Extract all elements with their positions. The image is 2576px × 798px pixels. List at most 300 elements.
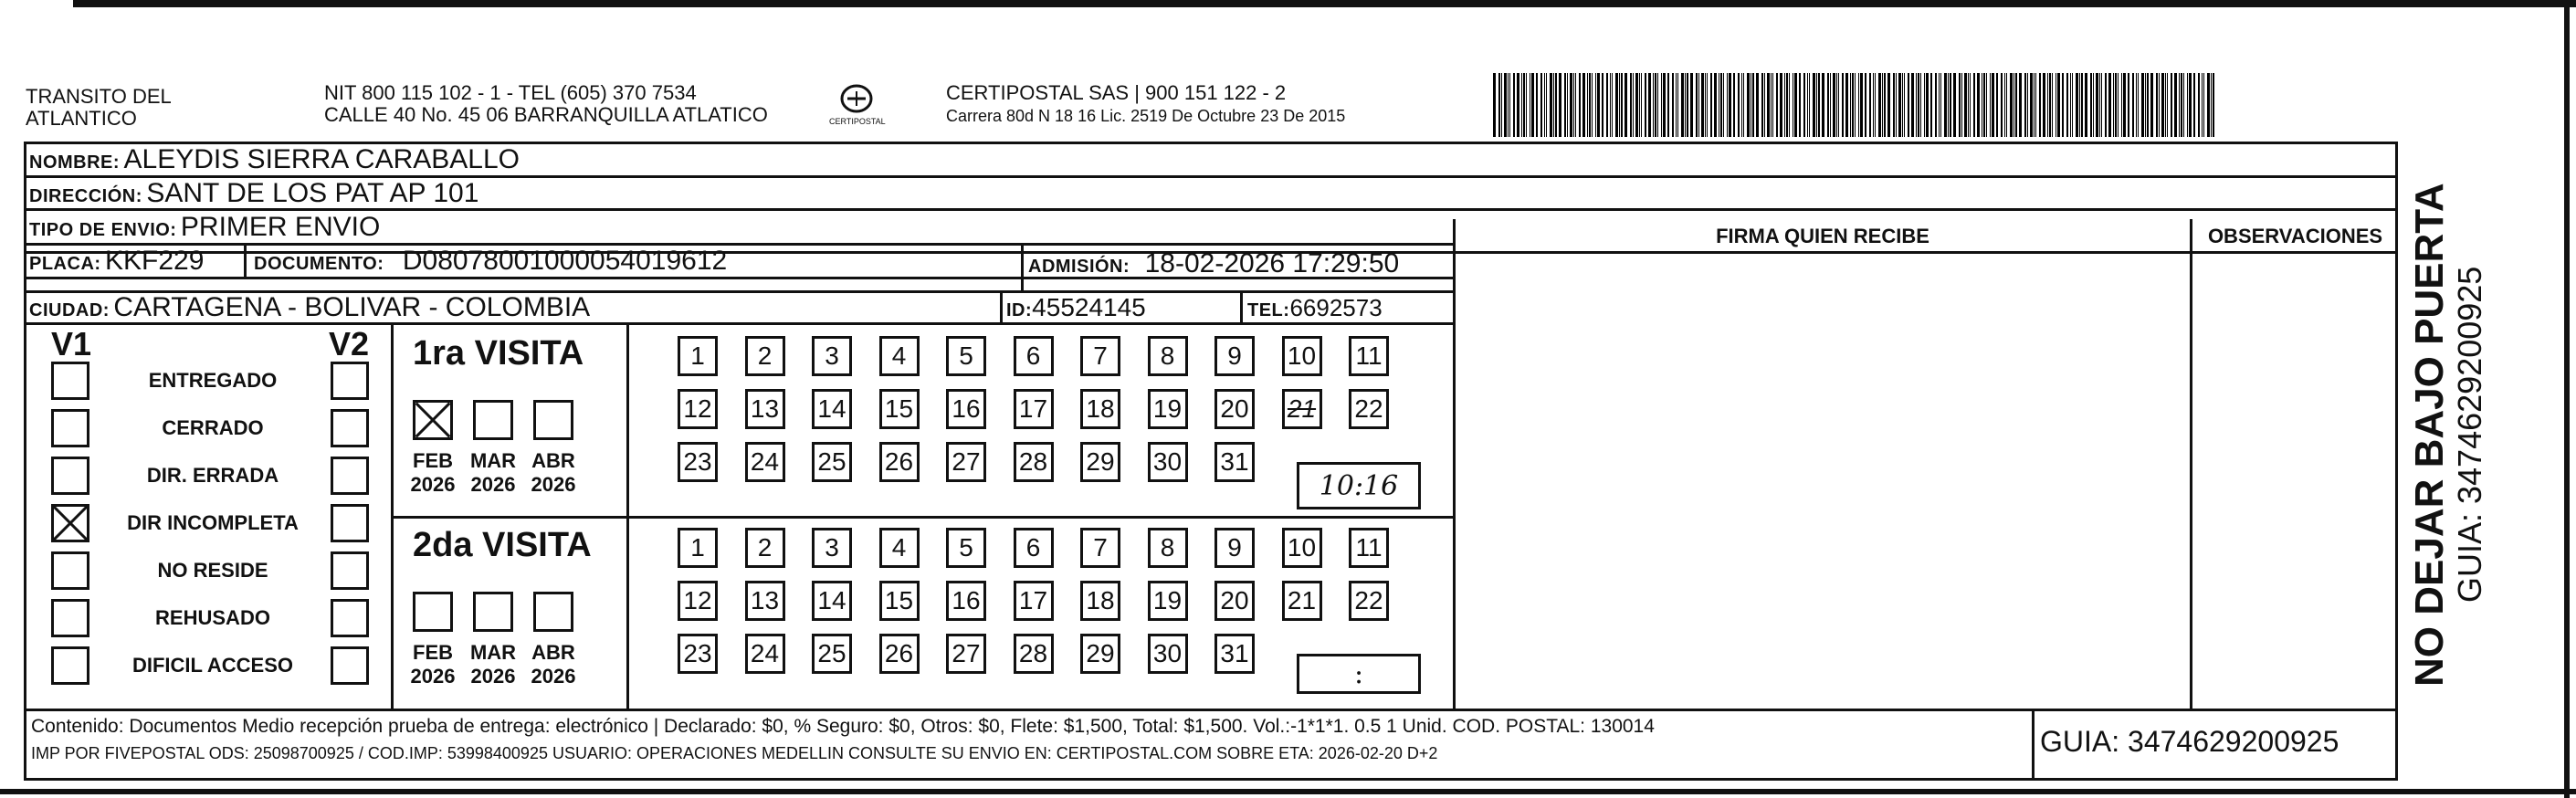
sender-info bbox=[324, 82, 768, 126]
barcode-bar bbox=[1939, 73, 1940, 137]
barcode-bar bbox=[2039, 73, 2041, 137]
barcode-bar bbox=[1687, 73, 1688, 137]
month-label bbox=[526, 449, 581, 497]
barcode-bar bbox=[1920, 73, 1921, 137]
barcode-bar bbox=[1784, 73, 1785, 137]
col-line bbox=[1240, 290, 1243, 322]
logo-text: CERTIPOSTAL bbox=[829, 117, 886, 126]
barcode-bar bbox=[2132, 73, 2134, 137]
barcode-bar bbox=[1657, 73, 1658, 137]
bottom-border bbox=[0, 789, 2576, 794]
barcode-bar bbox=[2167, 73, 2168, 137]
barcode-bar bbox=[1610, 73, 1611, 137]
barcode-bar bbox=[1836, 73, 1837, 137]
courier-info bbox=[946, 82, 1345, 128]
barcode-bar bbox=[2187, 73, 2188, 137]
barcode-bar bbox=[1575, 73, 1576, 137]
barcode-bar bbox=[1536, 73, 1538, 137]
day-box[interactable]: 5 bbox=[946, 528, 986, 568]
day-box[interactable]: 28 bbox=[1014, 634, 1054, 674]
second-visit-title: 2da VISITA bbox=[413, 526, 592, 564]
month-checkbox[interactable] bbox=[473, 400, 513, 440]
barcode-bar bbox=[1961, 73, 1962, 137]
sender-name-line1: TRANSITO DEL bbox=[26, 85, 172, 108]
month-year: 2026 bbox=[410, 665, 456, 688]
day-box[interactable]: 15 bbox=[879, 389, 920, 429]
day-box[interactable]: 24 bbox=[745, 634, 785, 674]
barcode-bar bbox=[1553, 73, 1554, 137]
barcode-bar bbox=[2118, 73, 2119, 137]
day-box[interactable]: 20 bbox=[1214, 581, 1255, 621]
barcode-bar bbox=[1850, 73, 1851, 137]
day-box[interactable]: 31 bbox=[1214, 442, 1255, 482]
barcode-bar bbox=[2027, 73, 2028, 137]
barcode-bar bbox=[1573, 73, 1574, 137]
month-name: MAR bbox=[469, 449, 517, 472]
barcode-bar bbox=[1752, 73, 1754, 137]
month-year: 2026 bbox=[470, 665, 516, 688]
v1-checkbox[interactable] bbox=[51, 504, 89, 542]
barcode-bar bbox=[1842, 73, 1844, 137]
direccion-field bbox=[29, 178, 478, 214]
day-box[interactable]: 6 bbox=[1014, 528, 1054, 568]
day-box[interactable]: 2 bbox=[745, 528, 785, 568]
barcode-bar bbox=[1935, 73, 1937, 137]
barcode-bar bbox=[2141, 73, 2144, 137]
barcode-bar bbox=[1776, 73, 1778, 137]
day-box[interactable]: 21 bbox=[1282, 389, 1322, 429]
month-checkbox[interactable] bbox=[533, 400, 573, 440]
day-box[interactable]: 4 bbox=[879, 336, 920, 376]
day-box[interactable]: 25 bbox=[812, 634, 852, 674]
v1-checkbox[interactable] bbox=[51, 599, 89, 637]
barcode-bar bbox=[1612, 73, 1613, 137]
barcode-bar bbox=[1896, 73, 1897, 137]
barcode-bar bbox=[1741, 73, 1742, 137]
certipostal-logo bbox=[829, 80, 884, 135]
v2-checkbox[interactable] bbox=[331, 551, 369, 590]
month-year: 2026 bbox=[410, 473, 456, 496]
nombre-label: NOMBRE: bbox=[29, 152, 121, 173]
tel-label: TEL: bbox=[1247, 300, 1290, 320]
day-box[interactable]: 1 bbox=[678, 336, 718, 376]
day-box[interactable]: 30 bbox=[1148, 442, 1188, 482]
day-box[interactable]: 29 bbox=[1080, 634, 1120, 674]
month-year: 2026 bbox=[531, 665, 576, 688]
v2-checkbox[interactable] bbox=[331, 599, 369, 637]
barcode-bar bbox=[1878, 73, 1881, 137]
barcode-bar bbox=[1597, 73, 1600, 137]
barcode-bar bbox=[1672, 73, 1674, 137]
barcode-bar bbox=[2043, 73, 2045, 137]
barcode-bar bbox=[1786, 73, 1788, 137]
status-label: NO RESIDE bbox=[157, 559, 268, 582]
status-label: ENTREGADO bbox=[148, 369, 278, 392]
placa-value: KKF229 bbox=[105, 246, 205, 276]
barcode-bar bbox=[1517, 73, 1519, 137]
day-box[interactable]: 30 bbox=[1148, 634, 1188, 674]
v1-checkbox[interactable] bbox=[51, 362, 89, 400]
barcode-bar bbox=[1959, 73, 1961, 137]
barcode-bar bbox=[1677, 73, 1678, 137]
barcode-bar bbox=[1705, 73, 1706, 137]
barcode-bar bbox=[1803, 73, 1805, 137]
barcode-bar bbox=[1733, 73, 1735, 137]
day-box[interactable]: 28 bbox=[1014, 442, 1054, 482]
barcode-bar bbox=[1767, 73, 1770, 137]
barcode-bar bbox=[1948, 73, 1949, 137]
day-box[interactable]: 16 bbox=[946, 389, 986, 429]
barcode-bar bbox=[2156, 73, 2158, 137]
day-box[interactable]: 8 bbox=[1148, 336, 1188, 376]
barcode-bar bbox=[2128, 73, 2129, 137]
v2-checkbox[interactable] bbox=[331, 457, 369, 495]
barcode-bar bbox=[1875, 73, 1876, 137]
barcode-bar bbox=[2062, 73, 2064, 137]
day-box[interactable]: 2 bbox=[745, 336, 785, 376]
month-checkbox[interactable] bbox=[413, 592, 453, 632]
v1-checkbox[interactable] bbox=[51, 646, 89, 685]
barcode-bar bbox=[1865, 73, 1866, 137]
barcode-bar bbox=[1953, 73, 1956, 137]
barcode-bar bbox=[1992, 73, 1994, 137]
month-label bbox=[466, 641, 520, 688]
barcode-bar bbox=[1540, 73, 1542, 137]
day-box[interactable]: 17 bbox=[1014, 389, 1054, 429]
barcode-bar bbox=[1602, 73, 1603, 137]
barcode-bar bbox=[1916, 73, 1917, 137]
day-box[interactable]: 16 bbox=[946, 581, 986, 621]
barcode-bar bbox=[1523, 73, 1525, 137]
barcode-bar bbox=[1661, 73, 1662, 137]
barcode-bar bbox=[1816, 73, 1817, 137]
tipo-envio-field bbox=[29, 212, 380, 247]
barcode-bar bbox=[1701, 73, 1704, 137]
id-label: ID: bbox=[1006, 300, 1033, 320]
barcode-bar bbox=[2076, 73, 2078, 137]
barcode-bar bbox=[1663, 73, 1666, 137]
v2-checkbox[interactable] bbox=[331, 362, 369, 400]
barcode-bar bbox=[1526, 73, 1527, 137]
barcode-bar bbox=[1908, 73, 1909, 137]
admision-label: ADMISIÓN: bbox=[1028, 257, 1130, 277]
nombre-value: ALEYDIS SIERRA CARABALLO bbox=[123, 144, 520, 174]
barcode-bar bbox=[1582, 73, 1585, 137]
sender-address: CALLE 40 No. 45 06 BARRANQUILLA ATLATICO bbox=[324, 103, 768, 126]
barcode-bar bbox=[1950, 73, 1951, 137]
top-border bbox=[73, 0, 2576, 7]
barcode-bar bbox=[2081, 73, 2083, 137]
barcode-bar bbox=[1827, 73, 1829, 137]
barcode-bar bbox=[1615, 73, 1618, 137]
barcode-bar bbox=[2203, 73, 2204, 137]
barcode-bar bbox=[1595, 73, 1596, 137]
barcode-bar bbox=[1898, 73, 1901, 137]
barcode-bar bbox=[1681, 73, 1684, 137]
barcode-bar bbox=[1685, 73, 1686, 137]
barcode-bar bbox=[1772, 73, 1773, 137]
day-box[interactable]: 19 bbox=[1148, 581, 1188, 621]
day-box[interactable]: 19 bbox=[1148, 389, 1188, 429]
barcode-bar bbox=[1970, 73, 1971, 137]
day-box[interactable]: 3 bbox=[812, 336, 852, 376]
barcode-bar bbox=[1944, 73, 1947, 137]
barcode-bar bbox=[1727, 73, 1728, 137]
barcode-bar bbox=[1794, 73, 1797, 137]
day-box[interactable]: 20 bbox=[1214, 389, 1255, 429]
barcode-bar bbox=[1743, 73, 1744, 137]
status-label: CERRADO bbox=[162, 416, 264, 439]
barcode-bar bbox=[1918, 73, 1919, 137]
barcode-bar bbox=[1964, 73, 1967, 137]
id-field bbox=[1006, 292, 1146, 328]
month-year: 2026 bbox=[470, 473, 516, 496]
footer-guia: GUIA: 3474629200925 bbox=[2040, 725, 2339, 758]
barcode-bar bbox=[1564, 73, 1566, 137]
day-box[interactable]: 24 bbox=[745, 442, 785, 482]
side-guia: GUIA: 3474629200925 bbox=[2451, 266, 2488, 603]
barcode-bar bbox=[2123, 73, 2126, 137]
v2-checkbox[interactable] bbox=[331, 504, 369, 542]
day-box[interactable]: 23 bbox=[678, 442, 718, 482]
day-box[interactable]: 27 bbox=[946, 442, 986, 482]
barcode-bar bbox=[1570, 73, 1572, 137]
sender-name-line2: ATLANTICO bbox=[26, 107, 137, 130]
day-box[interactable]: 26 bbox=[879, 442, 920, 482]
barcode-bar bbox=[2030, 73, 2033, 137]
month-name: ABR bbox=[531, 641, 575, 664]
barcode-bar bbox=[1940, 73, 1941, 137]
row-line bbox=[391, 516, 1453, 519]
day-box[interactable]: 31 bbox=[1214, 634, 1255, 674]
barcode-bar bbox=[1845, 73, 1848, 137]
month-name: ABR bbox=[531, 449, 575, 472]
v2-checkbox[interactable] bbox=[331, 409, 369, 447]
barcode-bar bbox=[1648, 73, 1651, 137]
day-box[interactable]: 22 bbox=[1349, 389, 1389, 429]
barcode-bar bbox=[2174, 73, 2177, 137]
day-box[interactable]: 10 bbox=[1282, 336, 1322, 376]
day-box[interactable]: 4 bbox=[879, 528, 920, 568]
day-box[interactable]: 11 bbox=[1349, 336, 1389, 376]
day-box[interactable]: 9 bbox=[1214, 336, 1255, 376]
day-box[interactable]: 5 bbox=[946, 336, 986, 376]
barcode-bar bbox=[1884, 73, 1886, 137]
ciudad-value: CARTAGENA - BOLIVAR - COLOMBIA bbox=[113, 292, 591, 322]
tel-value: 6692573 bbox=[1289, 294, 1383, 321]
row-line bbox=[24, 709, 2398, 711]
month-checkbox[interactable] bbox=[533, 592, 573, 632]
barcode-bar bbox=[1531, 73, 1534, 137]
day-box[interactable]: 7 bbox=[1080, 336, 1120, 376]
barcode-bar bbox=[1830, 73, 1831, 137]
barcode-bar bbox=[2181, 73, 2182, 137]
barcode-bar bbox=[2047, 73, 2048, 137]
barcode-bar bbox=[1924, 73, 1925, 137]
month-name: FEB bbox=[413, 449, 453, 472]
barcode-bar bbox=[1818, 73, 1820, 137]
barcode-bar bbox=[1887, 73, 1890, 137]
barcode-bar bbox=[2113, 73, 2114, 137]
barcode-bar bbox=[2001, 73, 2003, 137]
courier-line: CERTIPOSTAL SAS | 900 151 122 - 2 bbox=[946, 81, 1287, 104]
right-border bbox=[2564, 0, 2570, 798]
barcode-bar bbox=[1508, 73, 1509, 137]
barcode-bar bbox=[2213, 73, 2214, 137]
day-box[interactable]: 29 bbox=[1080, 442, 1120, 482]
barcode-bar bbox=[1902, 73, 1903, 137]
barcode-bar bbox=[1559, 73, 1561, 137]
barcode-bar bbox=[1592, 73, 1593, 137]
courier-license: Carrera 80d N 18 16 Lic. 2519 De Octubre 23 De 2015 bbox=[946, 107, 1346, 125]
barcode-bar bbox=[1860, 73, 1863, 137]
barcode-bar bbox=[1630, 73, 1632, 137]
day-box[interactable]: 9 bbox=[1214, 528, 1255, 568]
ciudad-label: CIUDAD: bbox=[29, 300, 110, 320]
barcode-bar bbox=[2138, 73, 2139, 137]
v1-header: V1 bbox=[51, 325, 92, 362]
barcode-bar bbox=[1641, 73, 1642, 137]
first-visit-time: 10:16 bbox=[1297, 462, 1421, 509]
imp-text: IMP POR FIVEPOSTAL ODS: 25098700925 / COD.IMP: 53998400925 USUARIO: OPERACIONES MEDELLIN CONSULTE SU ENVIO EN: CERTIPOSTAL.COM SOBRE ETA: 2026-02-20 D+2 bbox=[31, 744, 1438, 762]
barcode-bar bbox=[2136, 73, 2137, 137]
day-box[interactable]: 14 bbox=[812, 581, 852, 621]
nombre-field bbox=[29, 144, 520, 180]
placa-label: PLACA: bbox=[29, 254, 101, 274]
month-checkbox[interactable] bbox=[473, 592, 513, 632]
v1-checkbox[interactable] bbox=[51, 409, 89, 447]
barcode-bar bbox=[1587, 73, 1588, 137]
barcode-bar bbox=[2115, 73, 2117, 137]
barcode-bar bbox=[1855, 73, 1856, 137]
col-line bbox=[244, 243, 247, 277]
month-label bbox=[526, 641, 581, 688]
day-box[interactable]: 21 bbox=[1282, 581, 1322, 621]
barcode-bar bbox=[1645, 73, 1646, 137]
day-box[interactable]: 6 bbox=[1014, 336, 1054, 376]
v1-checkbox[interactable] bbox=[51, 551, 89, 590]
barcode-bar bbox=[2066, 73, 2068, 137]
barcode-bar bbox=[1756, 73, 1759, 137]
day-box[interactable]: 12 bbox=[678, 389, 718, 429]
tipo-label: TIPO DE ENVIO: bbox=[29, 220, 177, 240]
barcode-bar bbox=[1852, 73, 1854, 137]
day-box[interactable]: 26 bbox=[879, 634, 920, 674]
barcode-bar bbox=[2085, 73, 2087, 137]
barcode-bar bbox=[1624, 73, 1627, 137]
day-box[interactable]: 17 bbox=[1014, 581, 1054, 621]
barcode-bar bbox=[2004, 73, 2005, 137]
barcode-bar bbox=[2183, 73, 2184, 137]
barcode-bar bbox=[1579, 73, 1581, 137]
day-box[interactable]: 8 bbox=[1148, 528, 1188, 568]
day-box[interactable]: 23 bbox=[678, 634, 718, 674]
status-label: DIR. ERRADA bbox=[146, 464, 279, 487]
barcode-bar bbox=[1720, 73, 1722, 137]
day-box[interactable]: 7 bbox=[1080, 528, 1120, 568]
v2-checkbox[interactable] bbox=[331, 646, 369, 685]
col-line bbox=[1453, 219, 1456, 709]
month-label bbox=[466, 449, 520, 497]
ciudad-field bbox=[29, 292, 590, 328]
barcode-bar bbox=[1983, 73, 1985, 137]
barcode-bar bbox=[2006, 73, 2007, 137]
barcode-bar bbox=[1621, 73, 1623, 137]
barcode-bar bbox=[1606, 73, 1608, 137]
month-checkbox[interactable] bbox=[413, 400, 453, 440]
barcode-bar bbox=[1973, 73, 1975, 137]
barcode-bar bbox=[2052, 73, 2053, 137]
status-label: DIR INCOMPLETA bbox=[127, 511, 299, 534]
barcode-bar bbox=[1780, 73, 1782, 137]
day-box[interactable]: 27 bbox=[946, 634, 986, 674]
barcode-bar bbox=[2013, 73, 2014, 137]
barcode-bar bbox=[1696, 73, 1698, 137]
day-box[interactable]: 18 bbox=[1080, 581, 1120, 621]
barcode-bar bbox=[1513, 73, 1515, 137]
barcode-bar bbox=[1833, 73, 1835, 137]
month-year: 2026 bbox=[531, 473, 576, 496]
barcode-bar bbox=[2211, 73, 2212, 137]
barcode-bar bbox=[1555, 73, 1557, 137]
day-box[interactable]: 1 bbox=[678, 528, 718, 568]
admision-field bbox=[1028, 248, 1399, 284]
barcode-bar bbox=[2057, 73, 2060, 137]
barcode-bar bbox=[2079, 73, 2080, 137]
month-name: MAR bbox=[469, 641, 517, 664]
firma-header: FIRMA QUIEN RECIBE bbox=[1716, 225, 1929, 247]
col-line bbox=[2190, 219, 2192, 709]
barcode-bar bbox=[1738, 73, 1740, 137]
day-box[interactable]: 13 bbox=[745, 389, 785, 429]
day-box[interactable]: 15 bbox=[879, 581, 920, 621]
direccion-value: SANT DE LOS PAT AP 101 bbox=[146, 178, 479, 208]
barcode-bar bbox=[2034, 73, 2035, 137]
day-box[interactable]: 11 bbox=[1349, 528, 1389, 568]
barcode-bar bbox=[2147, 73, 2149, 137]
barcode-bar bbox=[1729, 73, 1731, 137]
day-box[interactable]: 22 bbox=[1349, 581, 1389, 621]
day-box[interactable]: 25 bbox=[812, 442, 852, 482]
barcode bbox=[1493, 73, 2219, 137]
barcode-bar bbox=[2070, 73, 2071, 137]
barcode-bar bbox=[2108, 73, 2111, 137]
barcode-bar bbox=[1639, 73, 1640, 137]
barcode-bar bbox=[1546, 73, 1547, 137]
barcode-bar bbox=[2093, 73, 2094, 137]
day-box[interactable]: 3 bbox=[812, 528, 852, 568]
barcode-bar bbox=[1655, 73, 1656, 137]
day-box[interactable]: 13 bbox=[745, 581, 785, 621]
barcode-bar bbox=[1698, 73, 1699, 137]
barcode-bar bbox=[1633, 73, 1634, 137]
barcode-bar bbox=[2090, 73, 2092, 137]
sender-name bbox=[26, 86, 172, 130]
direccion-label: DIRECCIÓN: bbox=[29, 186, 142, 206]
day-box[interactable]: 10 bbox=[1282, 528, 1322, 568]
day-box[interactable]: 14 bbox=[812, 389, 852, 429]
barcode-bar bbox=[1493, 73, 1496, 137]
col-line bbox=[2032, 709, 2035, 781]
barcode-bar bbox=[1968, 73, 1969, 137]
barcode-bar bbox=[1764, 73, 1765, 137]
day-box[interactable]: 12 bbox=[678, 581, 718, 621]
v1-checkbox[interactable] bbox=[51, 457, 89, 495]
barcode-bar bbox=[1589, 73, 1591, 137]
barcode-bar bbox=[2207, 73, 2210, 137]
barcode-bar bbox=[2150, 73, 2153, 137]
day-box[interactable]: 18 bbox=[1080, 389, 1120, 429]
